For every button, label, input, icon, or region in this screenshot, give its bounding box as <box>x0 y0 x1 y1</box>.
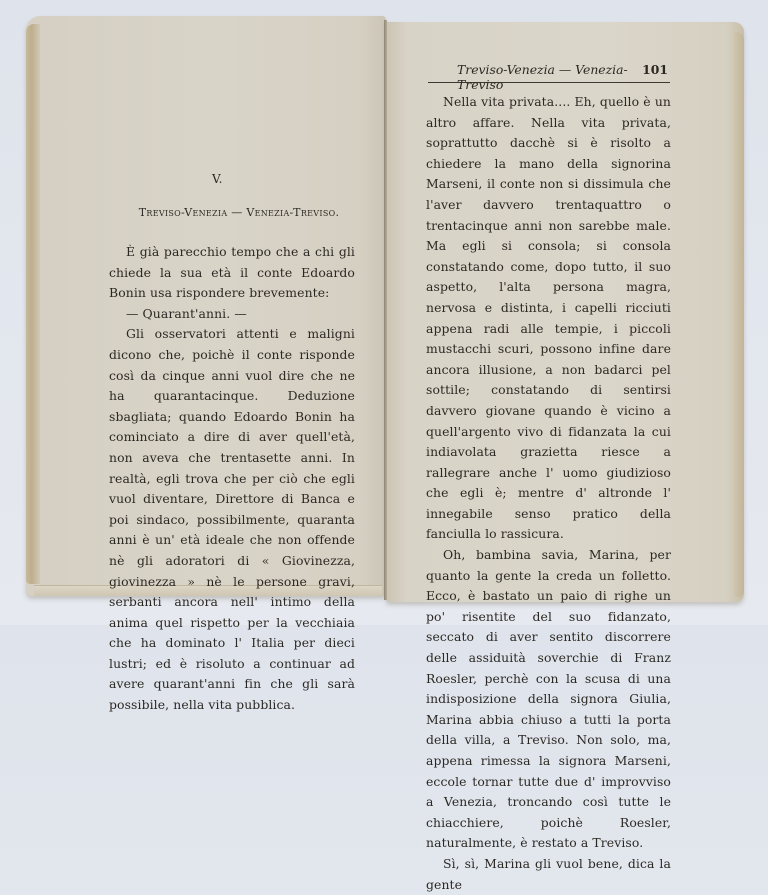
chapter-number: V. <box>212 172 223 186</box>
paragraph: Nella vita privata.... Eh, quello è un altro affare. Nella vita privata, soprattutto dacchè si è risolto a chiedere la mano della signorina Marseni, il conte non si dissimula che l'aver davvero trentaquattro o trentacinque anni non sarebbe male. Ma egli si consola; si consola constatando come, dopo tutto, il suo aspetto, l'alta persona magra, nervosa e distinta, i capelli ricciuti appena radi alle tempie, i piccoli mustacchi scuri, possono infine dare ancora illusione, a non badarci pel sottile; constatando di sentirsi davvero giovane quando è vicino a quell'argento vivo di fidanzata la cui indiavolata grazietta riesce a rallegrare anche l' uomo giudizioso che egli è; mentre d' altronde l' innegabile senso pratico della fanciulla lo rassicura. <box>426 94 671 542</box>
paragraph: — Quarant'anni. — <box>126 305 247 321</box>
page-number: 101 <box>642 62 668 77</box>
paragraph: È già parecchio tempo che a chi gli chiede la sua età il conte Edoardo Bonin usa rispondere brevemente: <box>109 244 355 301</box>
paragraph: Gli osservatori attenti e maligni dicono che, poichè il conte risponde così da cinque anni vuol dire che ne ha quarantacinque. Deduzione sbagliata; quando Edoardo Bonin ha cominciato a dire di aver quell'età, non aveva che trentasette anni. In realtà, egli trova che per ciò che egli vuol diventare, Direttore di Banca e poi sindaco, possibilmente, quaranta anni è un' età ideale che non offende nè gli adoratori di « Giovinezza, giovinezza » nè le persone gravi, serbanti ancora nell' intimo della anima quel rispetto per la vecchiaia che ha dominato l' Italia per dieci lustri; ed è risoluto a continuar ad avere quarant'anni fin che gli sarà possibile, nella vita pubblica. <box>109 326 355 713</box>
running-head <box>428 62 670 92</box>
right-page-body <box>426 92 671 895</box>
left-page-body <box>109 242 355 716</box>
paragraph: Sì, sì, Marina gli vuol bene, dica la gente <box>426 855 671 892</box>
paragraph: Oh, bambina savia, Marina, per quanto la gente la creda un folletto. Ecco, è bastato un paio di righe un po' risentite del suo fidanzato, seccato di aver sentito discorrere delle assiduità soverchie di Franz Roesler, perchè con la scusa di una indisposizione della signora Giulia, Marina abbia chiuso a tutti la porta della villa, a Treviso. Non solo, ma, appena rimessa la signora Marseni, eccole tornar tutte due d' improvviso a Venezia, troncando così tutte le chiacchiere, poichè Roesler, naturalmente, è restato a Treviso. <box>426 547 671 851</box>
chapter-title: Treviso-Venezia — Venezia-Treviso. <box>138 206 340 219</box>
book-gutter <box>384 20 387 600</box>
left-page-aged-edge <box>26 24 40 584</box>
right-page-aged-edge <box>734 32 744 597</box>
running-head-title: Treviso-Venezia — Venezia-Treviso <box>457 62 628 92</box>
